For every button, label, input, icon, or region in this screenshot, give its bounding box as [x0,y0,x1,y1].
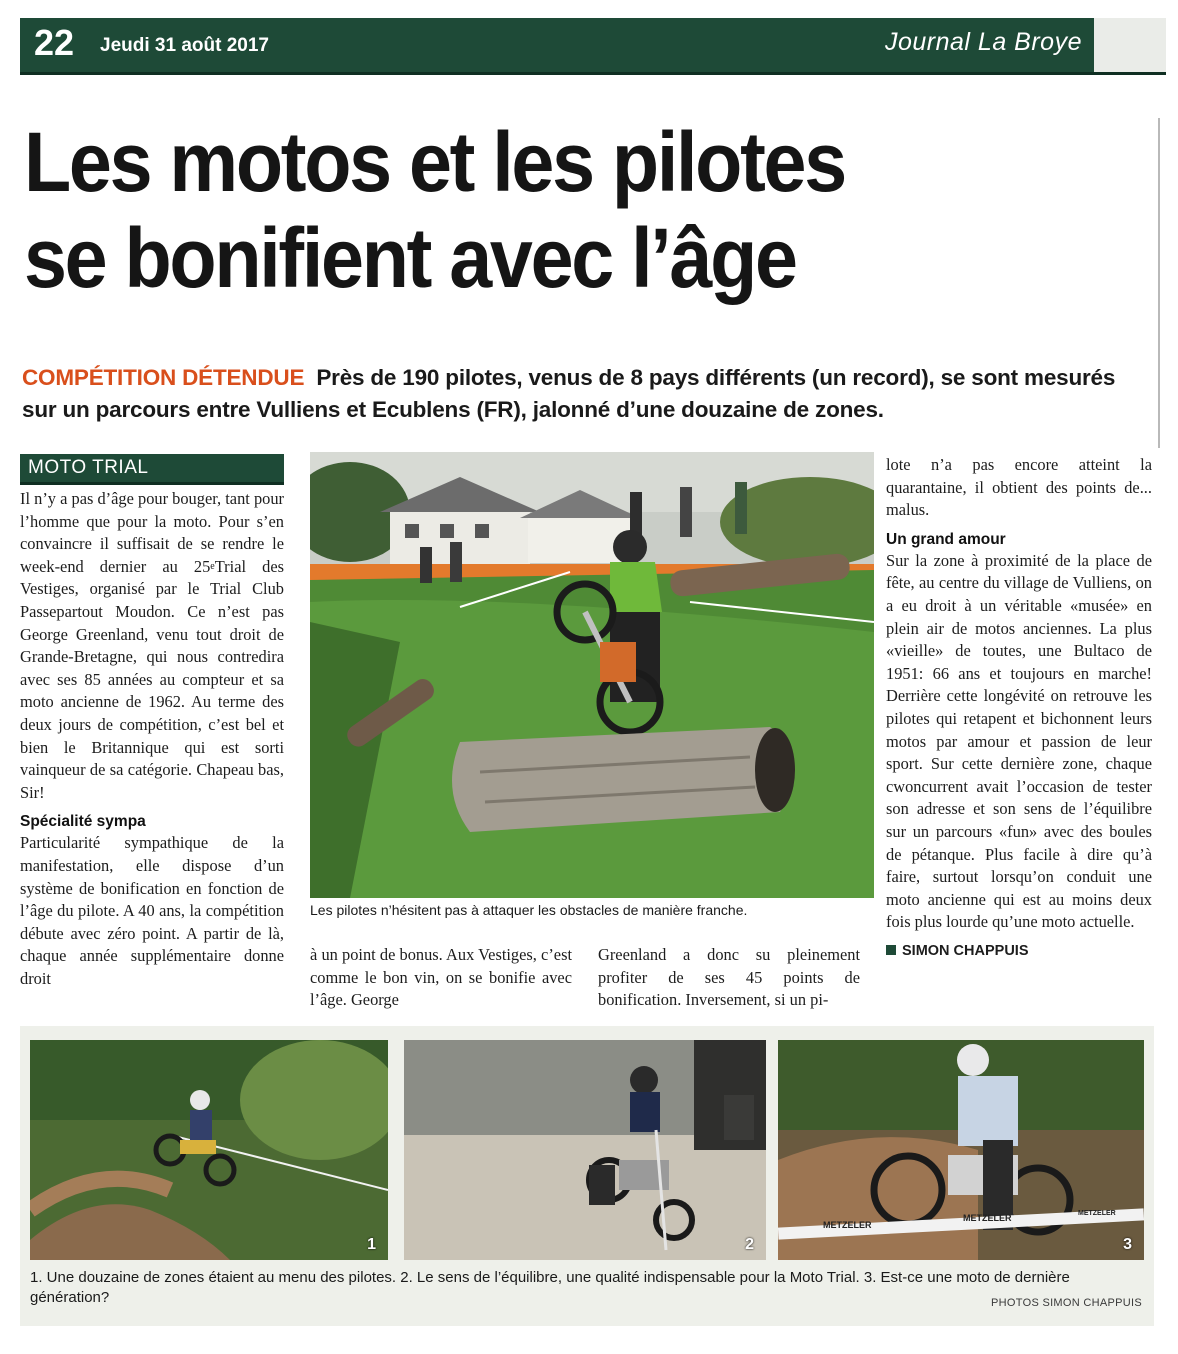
headline-line-1: Les motos et les pilotes [24,115,845,209]
subhead-specialite: Spécialité sympa [20,813,146,831]
gallery-photo-3 [778,1040,1144,1260]
headline-line-2: se bonifient avec l’âge [24,211,796,305]
page-header [20,18,1166,75]
section-label [20,454,284,485]
gravel-obstacle-photo [404,1040,766,1260]
article-column-2 [310,944,572,1012]
tape-label-2: METZELER [963,1213,1012,1223]
gallery-photo-1 [30,1040,388,1260]
article-headline [24,114,1054,306]
journal-name: Journal La Broye [884,28,1082,56]
gallery-number-2: 2 [745,1236,754,1253]
paragraph-bonification-part2: à un point de bonus. Aux Vestiges, c’est comme le bon vin, on se bonifie avec l’âge. George [310,945,572,1010]
column-rule [1158,118,1160,448]
gallery-caption: 1. Une douzaine de zones étaient au menu des pilotes. 2. Le sens de l’équilibre, une qualité indispensable pour la Moto Trial. 3. Est-ce une moto de dernière génération? [30,1269,1070,1306]
main-photo [310,452,874,898]
article-column-1 [20,488,284,990]
paragraph-bonification-part1: Particularité sympathique de la manifestation, elle dispose d’un système de bonification en fonction de l’âge du pilote. A 40 ans, la compétition débute avec zéro point. A partir de là, chaque année supplémentaire donne droit [20,833,284,988]
article-lead [22,362,1132,426]
subhead-grand-amour: Un grand amour [886,530,1006,548]
article-column-4 [886,454,1152,962]
paragraph-intro: Il n’y a pas d’âge pour bouger, tant pour l’homme que pour la moto. Pour s’en convaincre il suffisait de se rendre le week-end dernier au 25eTrial des Vestiges, organisé par le Trial Club Passepartout Moudon. Ce n’est pas George Greenland, venu tout droit de Grande-Bretagne, qui nous contredira avec ses 85 années au compteur et sa moto ancienne de 1962. Au terme des deux jours de compétition, c’est bel et bien le Britannique qui est sorti vainqueur de sa catégorie. Chapeau bas, Sir! [20,489,284,802]
page-number: 22 [34,22,75,63]
article-column-3 [598,944,860,1012]
lead-kicker: COMPÉTITION DÉTENDUE [22,365,305,390]
main-photo-caption: Les pilotes n’hésitent pas à attaquer les obstacles de manière franche. [310,902,748,918]
forest-trail-photo [30,1040,388,1260]
byline-marker [886,945,896,955]
tape-label-3: METZELER [1078,1210,1116,1217]
gallery-number-3: 3 [1123,1236,1132,1253]
paragraph-musee: Sur la zone à proximité de la place de fête, au centre du village de Vulliens, on a eu droit à un véritable «musée» en plein air de motos anciennes. La plus «vieille» de toutes, une Bultaco de 1951: 66 ans et toujours en marche! Derrière cette longévité on retrouve les pilotes qui retapent et bichonnent leurs motos par amour et passion de leur sport. Sur cette dernière zone, chaque cwoncurrent avait l’occasion de tester son adresse et son sens de l’équilibre sur un parcours «fun» avec des boules de pétanque. Plus facile à dire qu’à faire, surtout lorsqu’on conduit une moto ancienne qui est au moins deux fois plus lourde qu’une moto actuelle. [886,550,1152,932]
gallery-photo-2 [404,1040,766,1260]
gallery-number-1: 1 [367,1236,376,1253]
photo-credit: PHOTOS SIMON CHAPPUIS [991,1297,1142,1309]
lead-text: Près de 190 pilotes, venus de 8 pays différents (un record), se sont mesurés sur un parcours entre Vulliens et Ecublens (FR), jalonné d’une douzaine de zones. [22,365,1116,422]
publication-date: Jeudi 31 août 2017 [100,35,269,56]
byline-author: SIMON CHAPPUIS [902,942,1029,959]
vintage-moto-photo [778,1040,1144,1260]
tape-label-1: METZELER [823,1220,872,1230]
section-label-text: MOTO TRIAL [28,457,149,478]
paragraph-bonification-part4: lote n’a pas encore atteint la quarantaine, il obtient des points de... malus. [886,455,1152,520]
byline [886,940,1152,963]
trial-rider-photo [310,452,874,898]
paragraph-bonification-part3: Greenland a donc su pleinement profiter de ses 45 points de bonification. Inversement, si un pi- [598,945,860,1010]
header-corner-block [1092,18,1166,72]
